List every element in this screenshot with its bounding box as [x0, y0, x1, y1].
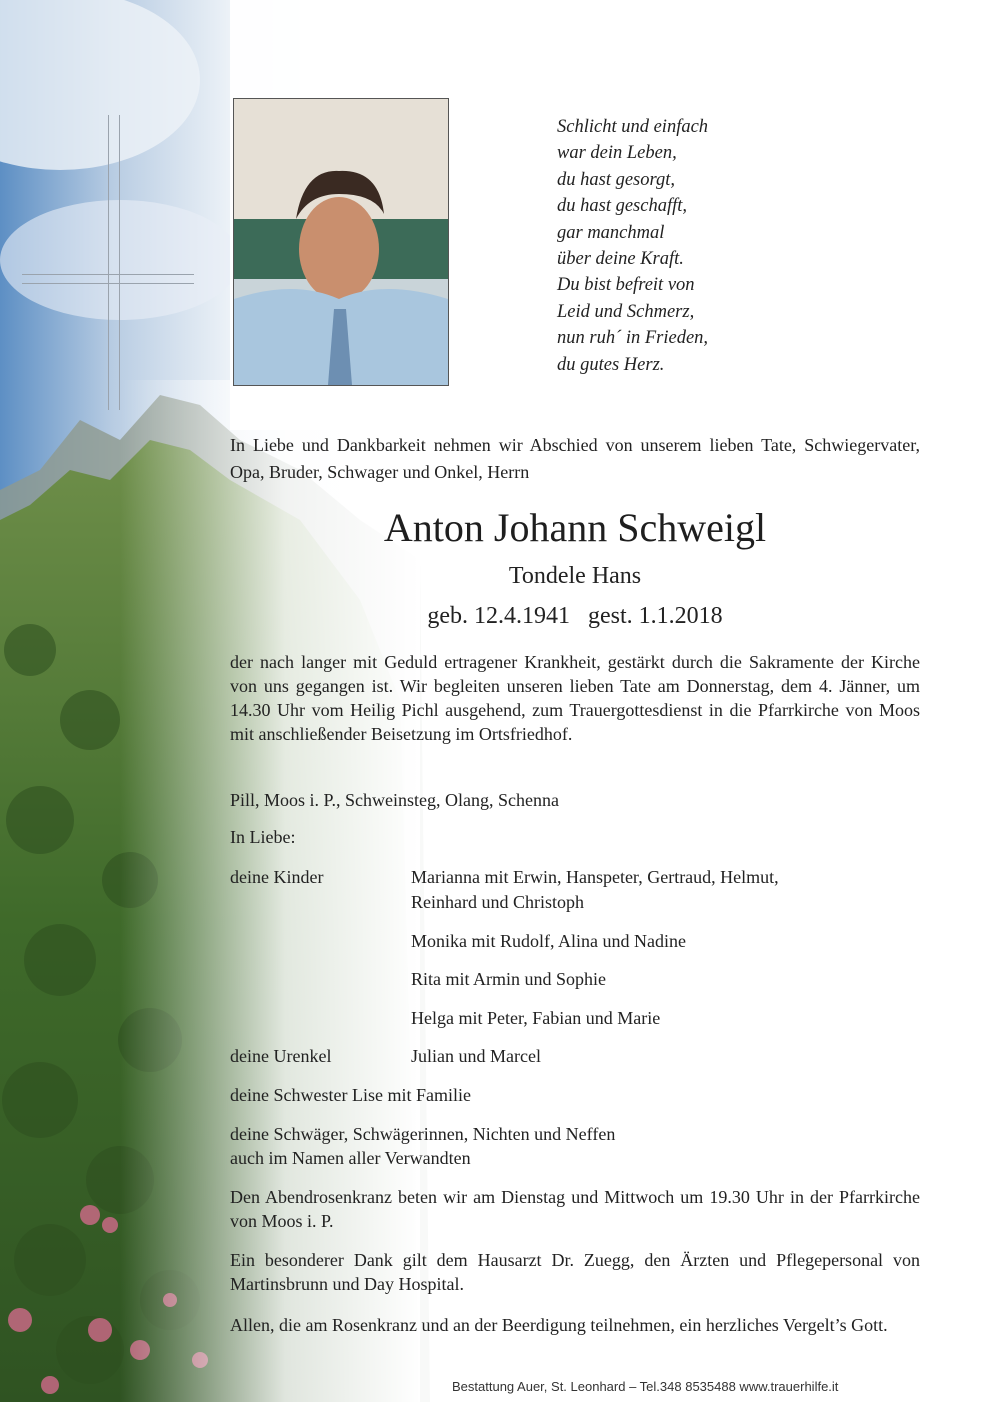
relatives-urenkel: Julian und Marcel — [411, 1046, 541, 1066]
cross-icon-vertical — [108, 115, 120, 410]
intro-text: In Liebe und Dankbarkeit nehmen wir Abschied von unserem lieben Tate, Schwiegervater, Opa, Bruder, Schwager und Onkel, Herrn — [230, 435, 920, 482]
deceased-nickname: Tondele Hans — [508, 563, 642, 589]
poem-line: war dein Leben, — [557, 143, 677, 164]
poem-line: nun ruh´ in Frieden, — [557, 328, 709, 349]
relatives-schwaeger-b: auch im Namen aller Verwandten — [230, 1148, 471, 1168]
life-dates: geb. 12.4.1941 gest. 1.1.2018 — [427, 603, 723, 629]
cross-icon-horizontal — [22, 274, 194, 284]
thanks-text: Ein besonderer Dank gilt dem Hausarzt Dr. Zuegg, den Ärzten und Pflegepersonal von Martinsbrunn und Day Hospital. — [230, 1250, 920, 1294]
rosenkranz-text: Den Abendrosenkranz beten wir am Dienstag und Mittwoch um 19.30 Uhr in der Pfarrkirche von Moos i. P. — [230, 1187, 920, 1231]
poem-line: gar manchmal — [557, 222, 665, 243]
funeral-details: der nach langer mit Geduld ertragener Krankheit, gestärkt durch die Sakramente der Kirche von uns gegangen ist. Wir begleiten unseren lieben Tate am Donnerstag, dem 4. Jänner, um 14.30 Uhr vom Heilig Pichl ausgehend, zum Trauergottesdienst in die Pfarrkirche von Moos mit anschließender Beisetzung im Ortsfriedhof. — [230, 652, 920, 744]
relatives-kinder-4: Helga mit Peter, Fabian und Marie — [411, 1008, 661, 1028]
relatives-kinder-1a: Marianna mit Erwin, Hanspeter, Gertraud, Helmut, — [411, 867, 779, 887]
poem — [557, 114, 817, 378]
poem-line: Leid und Schmerz, — [557, 301, 695, 322]
in-liebe-heading: In Liebe: — [230, 827, 296, 847]
places: Pill, Moos i. P., Schweinsteg, Olang, Schenna — [230, 790, 559, 810]
poem-line: du hast gesorgt, — [557, 169, 676, 190]
relatives-kinder-2: Monika mit Rudolf, Alina und Nadine — [411, 931, 686, 951]
poem-line: über deine Kraft. — [557, 249, 684, 270]
poem-line: Du bist befreit von — [557, 275, 695, 296]
poem-line: du gutes Herz. — [557, 354, 665, 375]
funeral-home-footer: Bestattung Auer, St. Leonhard – Tel.348 8535488 www.trauerhilfe.it — [452, 1379, 839, 1394]
relatives-kinder-1b: Reinhard und Christoph — [411, 892, 584, 912]
deceased-name: Anton Johann Schweigl — [383, 505, 767, 550]
relatives-schwester: deine Schwester Lise mit Familie — [230, 1085, 471, 1105]
vergelts-gott-text: Allen, die am Rosenkranz und an der Beerdigung teilnehmen, ein herzliches Vergelt’s Gott. — [230, 1315, 888, 1335]
relatives-kinder-3: Rita mit Armin und Sophie — [411, 969, 607, 989]
poem-line: du hast geschafft, — [557, 196, 688, 217]
relatives-label-urenkel: deine Urenkel — [230, 1046, 332, 1066]
relatives-schwaeger-a: deine Schwäger, Schwägerinnen, Nichten und Neffen — [230, 1124, 616, 1144]
poem-line: Schlicht und einfach — [557, 117, 709, 137]
portrait-photo — [233, 98, 449, 386]
relatives-label-kinder: deine Kinder — [230, 867, 324, 887]
